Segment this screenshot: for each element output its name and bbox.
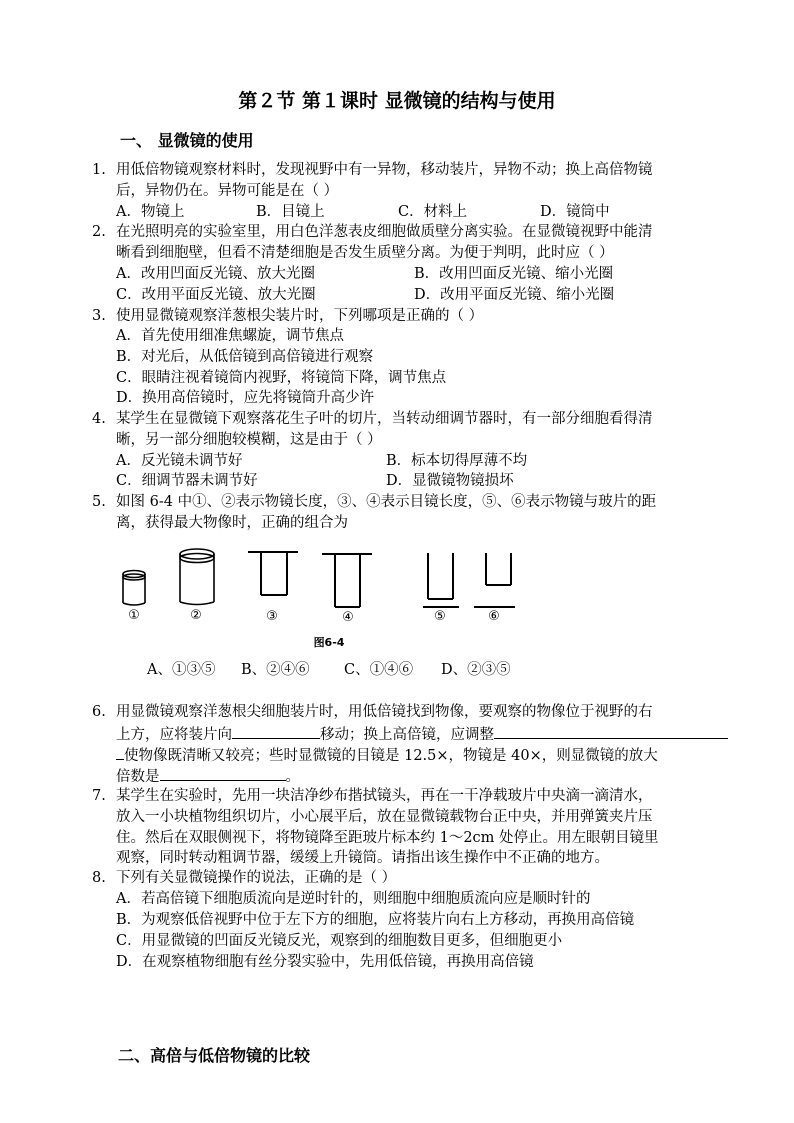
question-6-text [116,765,300,787]
question-1-option-d: D．镜筒中 [540,204,610,220]
question-2-option-b: B．改用凹面反光镜、缩小光圈 [414,266,614,282]
figure-label-4: ④ [342,610,354,625]
figure-label-1: ① [128,608,140,623]
question-4-option-a: A．反光镜未调节好 [116,453,243,469]
eyepiece-short-figure [248,552,298,595]
question-7-text: 某学生在实验时，先用一块洁净纱布揩拭镜头，再在一干净载玻片中央滴一滴清水， [116,788,653,804]
page-title: 第２节 第１课时 显微镜的结构与使用 [238,90,556,112]
question-6-text-part: 。 [285,769,300,785]
question-8-option-c: C．用显微镜的凹面反光镜反光，观察到的细胞数目更多，但细胞更小 [116,933,563,949]
question-3-text: 使用显微镜观察洋葱根尖装片时，下列哪项是正确的（ ） [116,308,484,324]
figure-label-6: ⑥ [488,609,500,624]
question-5-option-c: C、①④⑥ [344,662,414,678]
question-6-text-part: 倍数是 [116,769,160,785]
question-2-option-d: D．改用平面反光镜、缩小光圈 [414,287,615,303]
figure-6-4 [110,540,530,652]
question-4-text: 晰，另一部分细胞较模糊，这是由于（ ） [116,432,382,448]
question-2-option-a: A．改用凹面反光镜、放大光圈 [116,266,315,282]
question-1-text: 用低倍物镜观察材料时，发现视野中有一异物，移动装片，异物不动；换上高倍物镜 [116,162,653,178]
question-8-option-a: A．若高倍镜下细胞质流向是逆时针的，则细胞中细胞质流向应是顺时针的 [116,891,591,907]
question-8-text: 下列有关显微镜操作的说法，正确的是（ ） [116,870,397,886]
question-7-text: 观察，同时转动粗调节器，缓缓上升镜筒。请指出该生操作中不正确的地方。 [116,850,609,866]
objective-short-figure [123,571,145,606]
objective-long-figure [180,549,214,605]
question-4-option-b: B．标本切得厚薄不均 [386,453,528,469]
question-3-option-b: B．对光后，从低倍镜到高倍镜进行观察 [116,349,374,365]
question-4-option-c: C．细调节器未调节好 [116,473,258,489]
question-5-option-b: B、②④⑥ [241,662,310,678]
distance-long-figure [423,553,459,607]
question-6-text [116,723,728,745]
question-8-number: 8. [92,870,106,886]
figure-caption: 图6-4 [313,636,345,649]
question-5-text: 如图 6-4 中①、②表示物镜长度，③、④表示目镜长度，⑤、⑥表示物镜与玻片的距 [116,494,657,510]
question-7-text: 放入一小块植物组织切片，小心展平后，放在显微镜载物台正中央，并用弹簧夹片压 [116,809,653,825]
question-6-text-part: 上方，应将装片向 [116,727,232,743]
question-2-text: 晰看到细胞壁，但看不清楚细胞是否发生质壁分离。为便于判明，此时应（ ） [116,245,614,261]
question-5-number: 5. [92,494,106,510]
question-5-option-a: A、①③⑤ [147,662,216,678]
eyepiece-long-figure [322,554,372,607]
distance-short-figure [474,553,515,607]
question-3-option-c: C．眼睛注视着镜筒内视野，将镜筒下降，调节焦点 [116,370,447,386]
question-2-number: 2. [92,224,106,240]
question-1-option-c: C．材料上 [398,204,468,220]
question-1-option-a: A．物镜上 [116,204,185,220]
question-6-text: 用显微镜观察洋葱根尖细胞装片时，用低倍镜找到物像，要观察的物像位于视野的右 [116,704,653,720]
question-4-number: 4. [92,411,106,427]
answer-blank-magnification[interactable] [160,765,286,781]
figure-label-2: ② [190,608,202,623]
question-6-text-part: 移动；换上高倍镜，应调整 [320,727,494,743]
question-7-text: 住。然后在双眼侧视下，将物镜降至距玻片标本约 1～2cm 处停止。用左眼朝目镜里 [116,830,659,846]
question-1-option-b: B．目镜上 [256,204,325,220]
figure-label-5: ⑤ [434,609,446,624]
answer-blank-adjust-continued[interactable] [116,744,124,760]
question-8-option-b: B．为观察低倍视野中位于左下方的细胞，应将装片向右上方移动，再换用高倍镜 [116,912,635,928]
answer-blank-direction[interactable] [232,723,320,739]
section-heading-usage: 一、 显微镜的使用 [120,131,254,150]
question-2-text: 在光照明亮的实验室里，用白色洋葱表皮细胞做质壁分离实验。在显微镜视野中能清 [116,224,653,240]
question-4-option-d: D．显微镜物镜损坏 [386,473,514,489]
question-6-text [116,744,658,766]
question-5-text: 离，获得最大物像时，正确的组合为 [116,515,348,531]
question-6-number: 6. [92,704,106,720]
question-3-option-a: A．首先使用细准焦螺旋，调节焦点 [116,328,344,344]
question-6-text-part: 使物像既清晰又较亮；些时显微镜的目镜是 12.5×，物镜是 40×，则显微镜的放大 [124,748,658,764]
question-5-option-d: D、②③⑤ [441,662,511,678]
section-heading-comparison: 二、高倍与低倍物镜的比较 [118,1046,311,1065]
question-1-number: 1. [92,162,106,178]
question-8-option-d: D．在观察植物细胞有丝分裂实验中，先用低倍镜，再换用高倍镜 [116,954,534,970]
question-4-text: 某学生在显微镜下观察落花生子叶的切片，当转动细调节器时，有一部分细胞看得清 [116,411,653,427]
question-1-text: 后，异物仍在。异物可能是在（ ） [116,183,339,199]
figure-label-3: ③ [266,609,278,624]
question-3-option-d: D．换用高倍镜时，应先将镜筒升高少许 [116,390,375,406]
answer-blank-adjust[interactable] [494,723,728,739]
question-2-option-c: C．改用平面反光镜、放大光圈 [116,287,316,303]
question-3-number: 3. [92,308,106,324]
question-7-number: 7. [92,788,106,804]
